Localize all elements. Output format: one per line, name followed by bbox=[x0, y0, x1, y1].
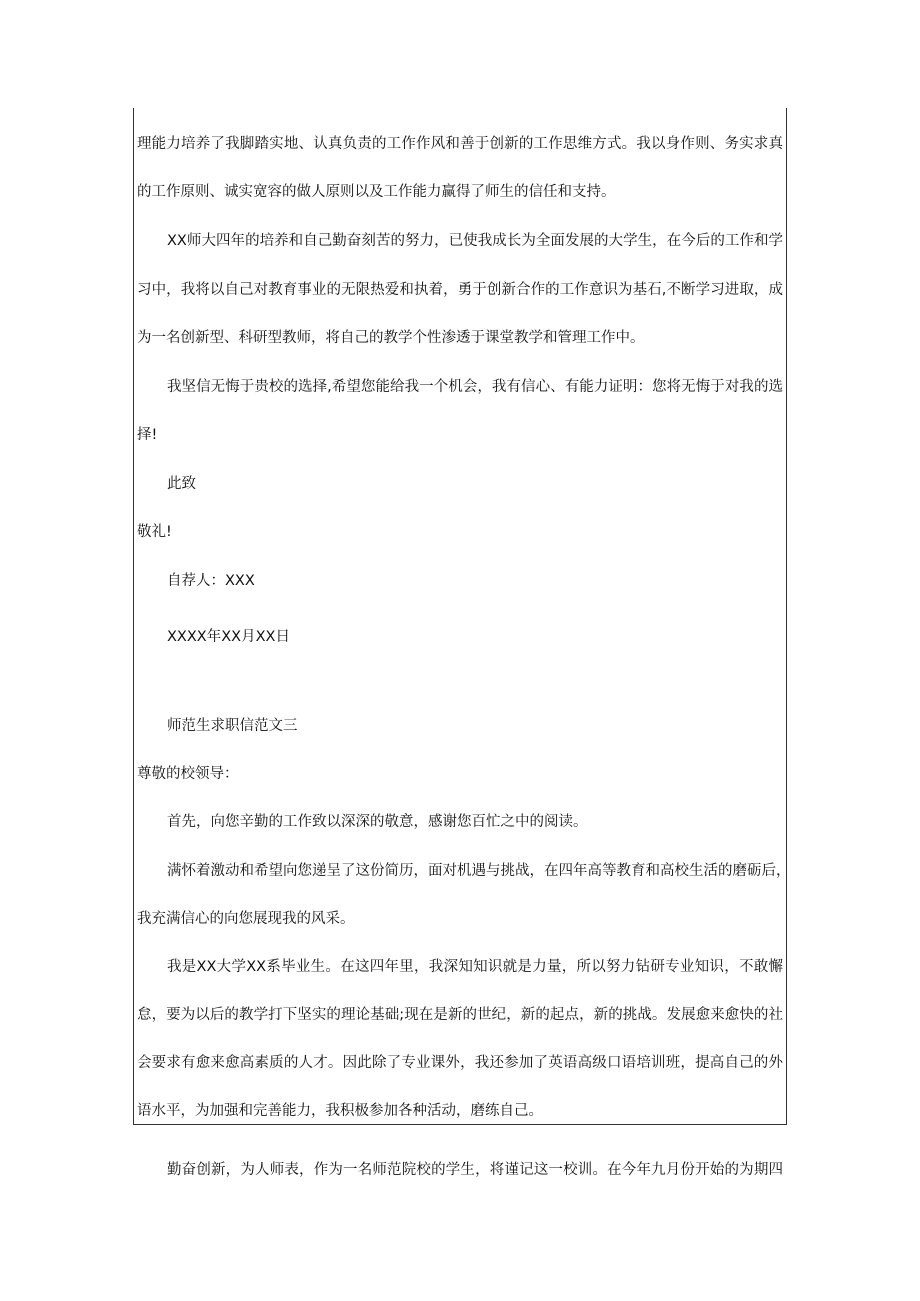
paragraph-line: 择! bbox=[137, 427, 158, 443]
paragraph-line: 习中，我将以自己对教育事业的无限热爱和执着，勇于创新合作的工作意识为基石,不断学习进取，成 bbox=[137, 282, 783, 298]
paragraph-line: 我坚信无悔于贵校的选择,希望您能给我一个机会，我有信心、有能力证明：您将无悔于对我的选 bbox=[167, 379, 783, 395]
paragraph-line: 我充满信心的向您展现我的风采。 bbox=[137, 911, 355, 927]
paragraph-line: 勤奋创新，为人师表，作为一名师范院校的学生，将谨记这一校训。在今年九月份开始的为期四 bbox=[167, 1162, 783, 1178]
section-title: 师范生求职信范文三 bbox=[167, 718, 298, 734]
paragraph-line: 我是XX大学XX系毕业生。在这四年里，我深知知识就是力量，所以努力钻研专业知识，不敢懈 bbox=[167, 959, 783, 975]
signature-name: 自荐人：XXX bbox=[167, 573, 255, 589]
paragraph-line: 的工作原则、诚实宽容的做人原则以及工作能力赢得了师生的信任和支持。 bbox=[137, 184, 616, 200]
paragraph-line: 为一名创新型、科研型教师，将自己的教学个性渗透于课堂教学和管理工作中。 bbox=[137, 330, 645, 346]
greeting: 尊敬的校领导： bbox=[137, 766, 239, 782]
paragraph-line: 首先，向您辛勤的工作致以深深的敬意，感谢您百忙之中的阅读。 bbox=[167, 814, 588, 830]
closing-regards: 敬礼! bbox=[137, 524, 172, 540]
paragraph-line: XX师大四年的培养和自己勤奋刻苦的努力，已使我成长为全面发展的大学生，在今后的工作和学 bbox=[167, 233, 783, 249]
paragraph-line: 怠，要为以后的教学打下坚实的理论基础;现在是新的世纪，新的起点，新的挑战。发展愈来愈快的社 bbox=[137, 1007, 783, 1023]
closing-salutation: 此致 bbox=[167, 476, 196, 492]
paragraph-line: 语水平，为加强和完善能力，我积极参加各种活动，磨练自己。 bbox=[137, 1103, 543, 1119]
paragraph-line: 理能力培养了我脚踏实地、认真负责的工作作风和善于创新的工作思维方式。我以身作则、务实求真 bbox=[137, 136, 783, 152]
paragraph-line: 会要求有愈来愈高素质的人才。因此除了专业课外，我还参加了英语高级口语培训班，提高自己的外 bbox=[137, 1055, 783, 1071]
paragraph-line: 满怀着激动和希望向您递呈了这份简历，面对机遇与挑战，在四年高等教育和高校生活的磨砺后， bbox=[167, 863, 791, 879]
signature-date: XXXX年XX月XX日 bbox=[167, 629, 290, 645]
